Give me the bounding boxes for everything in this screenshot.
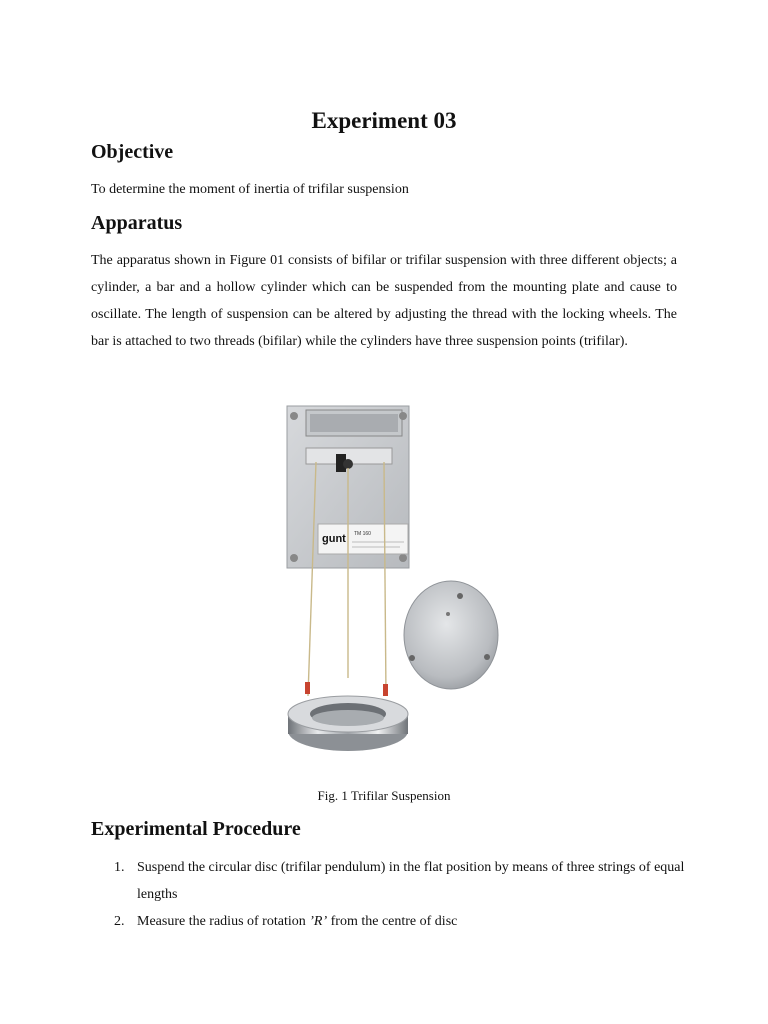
screw-icon [399,412,407,420]
brand-label: gunt [322,533,346,545]
figure-caption: Fig. 1 Trifilar Suspension [317,788,451,803]
list-item [91,854,691,908]
objective-heading: Objective [91,141,174,163]
radius-symbol: ’R’ [309,914,328,929]
list-item [91,908,691,935]
step-number: 1. [114,860,125,875]
procedure-list [91,854,691,935]
screw-icon [290,412,298,420]
apparatus-heading: Apparatus [91,212,183,234]
step-text-tail: from the centre of disc [327,914,458,929]
thread-marker [383,684,388,696]
model-label: TM 160 [354,531,371,537]
step-text: Measure the radius of rotation [137,914,310,929]
thread-marker [305,682,310,694]
locking-wheel-icon [343,459,353,469]
step-text: Suspend the circular disc (trifilar pendulum) in the flat position by means of three strings of equal lengths [137,860,685,902]
objective-text: To determine the moment of inertia of trifilar suspension [91,182,409,197]
screw-icon [399,554,407,562]
circular-disc [404,581,498,689]
apparatus-illustration [260,396,510,768]
step-number: 2. [114,914,125,929]
screw-icon [290,554,298,562]
figure-trifilar-suspension [260,396,510,768]
procedure-heading: Experimental Procedure [91,818,301,840]
apparatus-text: The apparatus shown in Figure 01 consists of bifilar or trifilar suspension with three different objects; a cylinder, a bar and a hollow cylinder which can be suspended from the mounting plate and cause to oscillate. The length of suspension can be altered by adjusting the thread with the locking wheels. The bar is attached to two threads (bifilar) while the cylinders have three suspension points (trifilar). [91,253,677,349]
page-title: Experiment 03 [311,108,457,133]
